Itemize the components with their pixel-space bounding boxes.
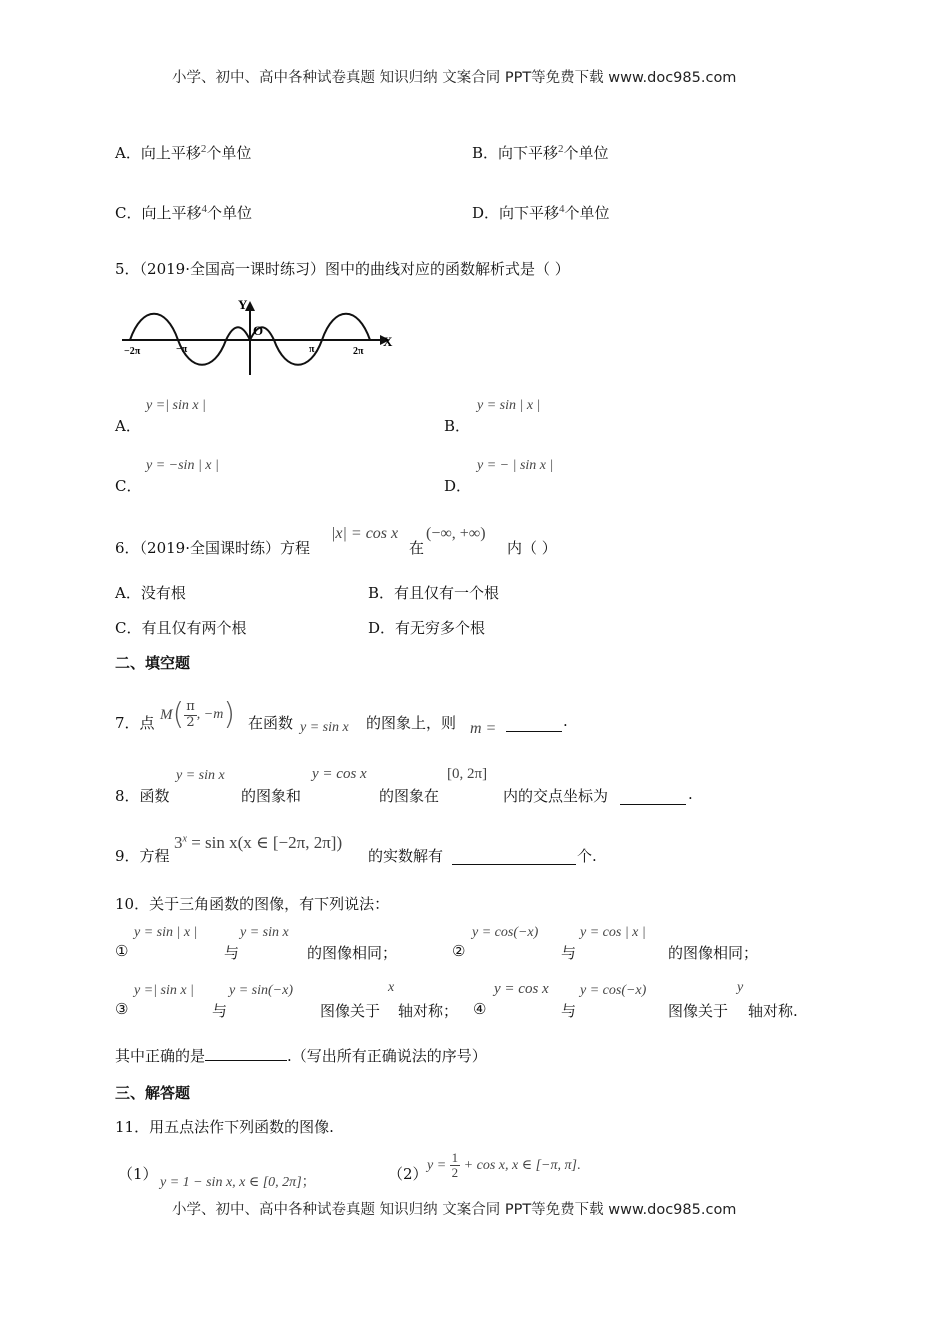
tick-neg-pi: −π — [176, 344, 188, 355]
q11-p2-label: （2） — [388, 1165, 428, 1183]
q7-stem-mid: 在函数 — [248, 714, 294, 732]
q11-p1-label: （1） — [118, 1165, 158, 1183]
q10-s1-post: 的图像相同； — [307, 944, 398, 962]
tick-pi: π — [309, 344, 315, 355]
q11-p1-formula: y = 1 − sin x, x ∈ [0, 2π]； — [160, 1175, 316, 1190]
q10-s1-f1: y = sin | x | — [134, 925, 198, 940]
q10-s4-and: 与 — [561, 1002, 577, 1020]
q6-equation: |x| = cos x — [331, 525, 399, 542]
q10-s4-f1: y = cos x — [494, 981, 549, 997]
tick-neg-2pi: −2π — [124, 346, 141, 357]
q7-stem-post: 的图象上，则 — [366, 714, 457, 732]
q5-option-c-letter: C． — [115, 477, 142, 495]
q10-s1-mark: ① — [115, 942, 129, 960]
q4-option-c: C．向上平移$^4$个单位 — [115, 203, 253, 222]
q8-stem-mid1: 的图象和 — [241, 787, 302, 805]
q5-option-a-formula: y =| sin x | — [146, 398, 206, 413]
q5-option-d-letter: D． — [444, 477, 472, 495]
q10-stem: 10．关于三角函数的图像，有下列说法： — [115, 895, 390, 913]
q8-function-1: y = sin x — [176, 768, 225, 783]
tick-2pi: 2π — [353, 346, 364, 357]
q4-option-b: B．向下平移$^2$个单位 — [472, 143, 609, 162]
q9-end: 个. — [577, 847, 597, 865]
q10-s3-mid: 图像关于 — [320, 1002, 381, 1020]
q7-stem-pre: 7．点 — [115, 714, 155, 732]
q5-option-c-formula: y = −sin | x | — [146, 458, 219, 473]
q5-graph — [118, 295, 398, 377]
q10-s2-f1: y = cos(−x) — [472, 925, 539, 940]
q7-fraction: $\frac{\pi}{2}$ — [186, 699, 195, 730]
q10-s4-mid: 图像关于 — [668, 1002, 729, 1020]
q10-s3-f1: y =| sin x | — [134, 983, 194, 998]
q6-option-c: C．有且仅有两个根 — [115, 619, 247, 637]
q8-function-2: y = cos x — [312, 766, 367, 782]
section-fill-in-title: 二、填空题 — [115, 654, 191, 672]
section-answer-title: 三、解答题 — [115, 1084, 191, 1102]
q7-function: y = sin x — [300, 720, 349, 735]
x-label: X — [383, 334, 393, 349]
y-label: Y — [238, 297, 248, 312]
q10-s3-axis: x — [388, 980, 395, 995]
q10-s1-f2: y = sin x — [240, 925, 289, 940]
q10-s3-post: 轴对称； — [398, 1002, 459, 1020]
q7-end: . — [563, 712, 568, 730]
q10-s4-mark: ④ — [473, 1000, 487, 1018]
q6-stem-mid: 在 — [409, 539, 425, 557]
q7-point: M ( $\frac{\pi}{2}$ , −m ) — [160, 697, 236, 732]
q4-option-d: D．向下平移$^4$个单位 — [472, 203, 610, 222]
q10-s3-f2: y = sin(−x) — [229, 983, 293, 998]
page-header: 小学、初中、高中各种试卷真题 知识归纳 文案合同 PPT等免费下载 www.doc985.com — [172, 70, 737, 86]
q5-option-b-letter: B． — [444, 417, 471, 435]
q4-option-a: A．向上平移$^2$个单位 — [115, 143, 252, 162]
q10-ask: 其中正确的是 .（写出所有正确说法的序号） — [115, 1047, 487, 1065]
q6-option-d: D．有无穷多个根 — [368, 619, 486, 637]
q11-p2-formula: y = $\frac{1}{2}$ + cos x, x ∈ [−π, π] . — [427, 1150, 581, 1181]
q9-answer-blank[interactable] — [452, 850, 576, 865]
q11-stem: 11．用五点法作下列函数的图像. — [115, 1118, 334, 1136]
q8-end: . — [688, 785, 693, 803]
q10-s3-and: 与 — [212, 1002, 228, 1020]
q10-s1-and: 与 — [224, 944, 240, 962]
q6-stem-pre: 6．（2019·全国课时练）方程 — [115, 539, 310, 557]
origin-label: O — [253, 323, 264, 338]
q10-s4-post: 轴对称. — [748, 1002, 798, 1020]
q9-equation: $3^x = \sin x(x$ ∈ [−2π, 2π]) — [174, 833, 343, 852]
page-footer: 小学、初中、高中各种试卷真题 知识归纳 文案合同 PPT等免费下载 www.doc985.com — [172, 1202, 737, 1218]
q6-option-b: B．有且仅有一个根 — [368, 584, 500, 602]
q7-answer-var: m = — [470, 720, 497, 737]
q5-option-a-letter: A． — [115, 417, 141, 435]
q10-s3-mark: ③ — [115, 1000, 129, 1018]
q8-answer-blank[interactable] — [620, 790, 686, 805]
q10-s2-post: 的图像相同； — [668, 944, 759, 962]
q6-stem-post: 内（ ） — [507, 539, 557, 557]
q10-s2-mark: ② — [452, 942, 466, 960]
q10-s4-axis: y — [737, 980, 744, 995]
q10-answer-blank[interactable] — [205, 1046, 287, 1061]
q5-option-d-formula: y = − | sin x | — [477, 458, 554, 473]
q5-stem: 5．（2019·全国高一课时练习）图中的曲线对应的函数解析式是（ ） — [115, 260, 570, 278]
q8-interval: [0, 2π] — [447, 766, 488, 782]
q6-option-a: A．没有根 — [115, 584, 186, 602]
q9-stem-post: 的实数解有 — [368, 847, 444, 865]
q10-s4-f2: y = cos(−x) — [580, 983, 647, 998]
q10-s2-and: 与 — [561, 944, 577, 962]
q10-s2-f2: y = cos | x | — [580, 925, 646, 940]
q8-stem-mid2: 的图象在 — [379, 787, 440, 805]
q9-stem-pre: 9．方程 — [115, 847, 170, 865]
q5-option-b-formula: y = sin | x | — [477, 398, 541, 413]
q8-stem-post: 内的交点坐标为 — [503, 787, 609, 805]
q6-interval: (−∞, +∞) — [426, 525, 486, 542]
q8-stem-pre: 8．函数 — [115, 787, 170, 805]
q7-answer-blank[interactable] — [506, 717, 562, 732]
